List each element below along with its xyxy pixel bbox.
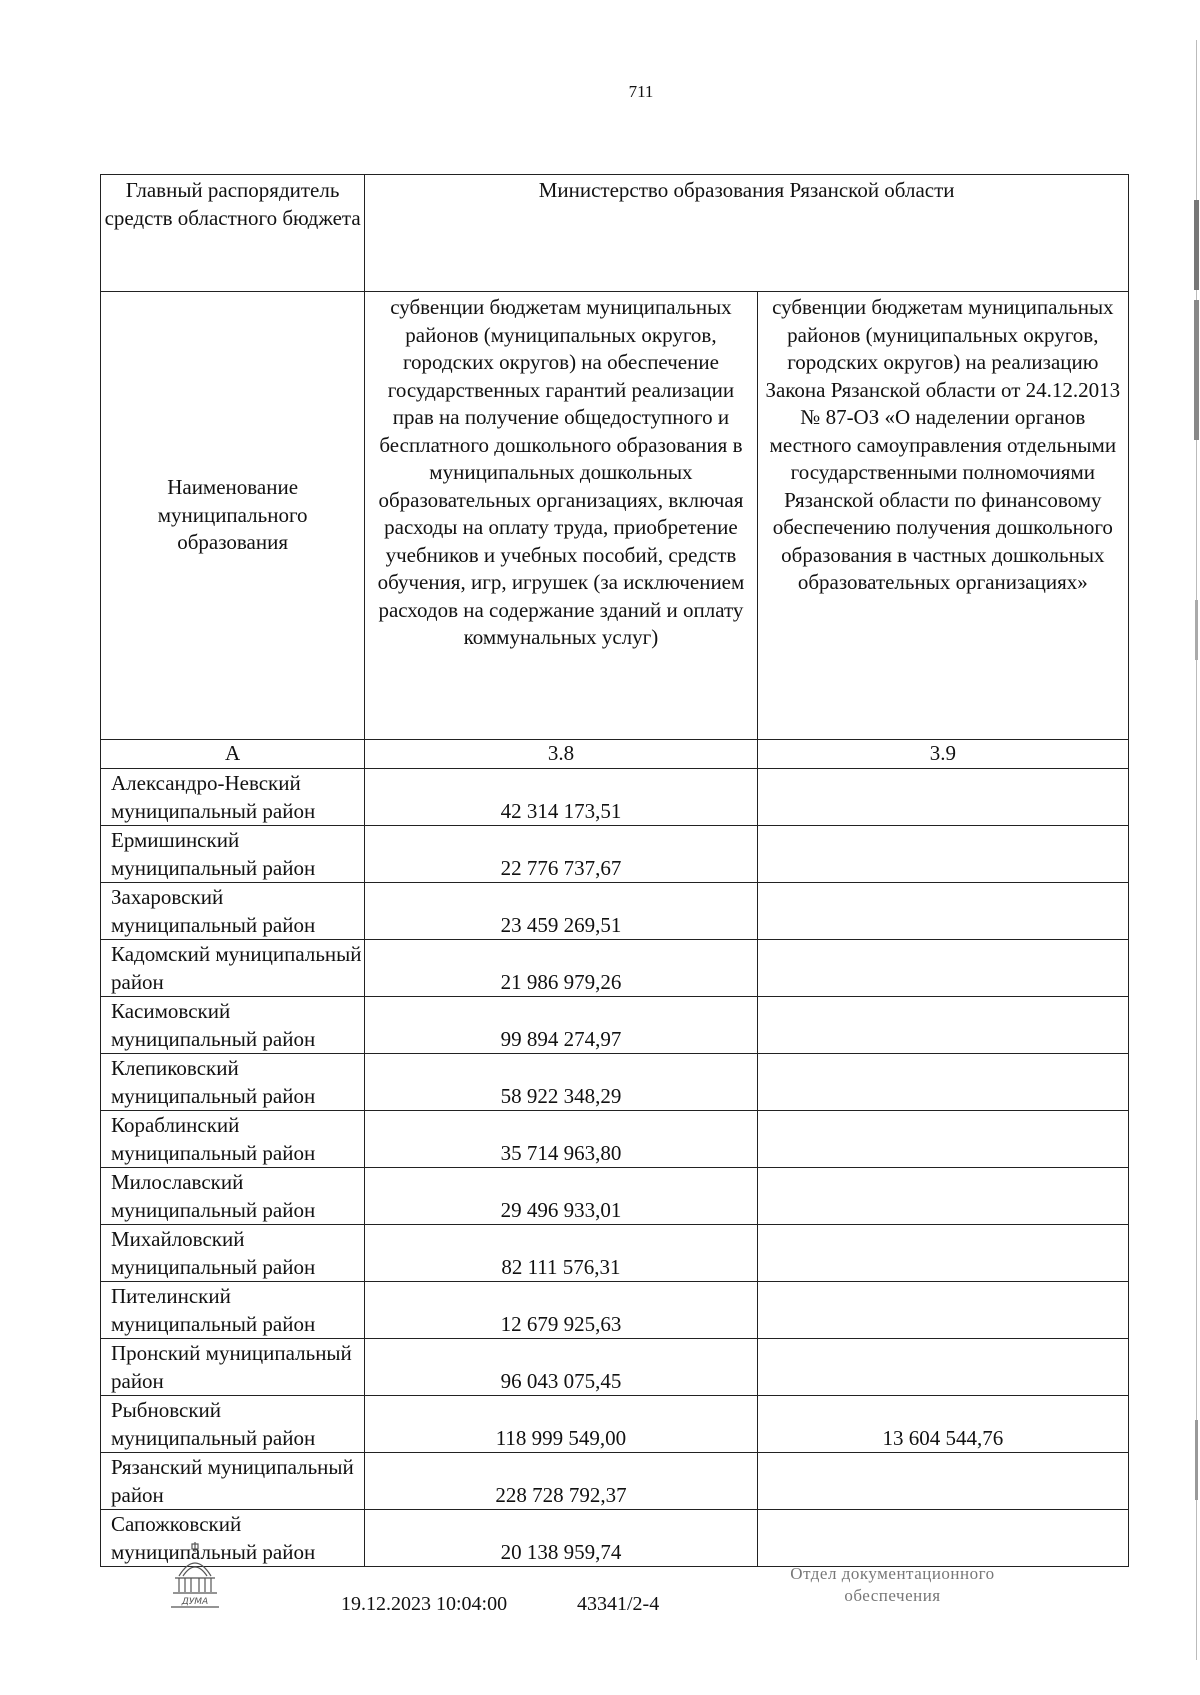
value-3-8: 96 043 075,45 — [365, 1338, 757, 1395]
col-3-8-description: субвенции бюджетам муниципальных районов (муниципальных округов, городских округов) на обеспечение государственных гарантий реализации прав на получение общедоступного и бесплатного дошкольного образования в муниципальных дошкольных образовательных организациях, включая расходы на оплату труда, приобретение учебников и учебных пособий, средств обучения, игр, игрушек (за исключением расходов на содержание зданий и оплату коммунальных услуг) — [365, 292, 757, 740]
value-3-8: 118 999 549,00 — [365, 1395, 757, 1452]
municipality-name: Александро-Невский муниципальный район — [101, 768, 365, 825]
table-row — [101, 1224, 1129, 1281]
budget-table — [100, 174, 1129, 1567]
svg-text:ДУМА: ДУМА — [181, 1597, 209, 1607]
value-3-9 — [757, 1167, 1128, 1224]
column-index-row — [101, 740, 1129, 769]
page-number: 711 — [628, 82, 654, 101]
table-row — [101, 1167, 1129, 1224]
municipality-name: Пронский муниципальный район — [101, 1338, 365, 1395]
value-3-9 — [757, 1281, 1128, 1338]
value-3-9 — [757, 1110, 1128, 1167]
municipality-name: Милославский муниципальный район — [101, 1167, 365, 1224]
value-3-8: 23 459 269,51 — [365, 882, 757, 939]
table-body — [101, 768, 1129, 1566]
municipality-name: Кадомский муниципальный район — [101, 939, 365, 996]
table-row — [101, 768, 1129, 825]
table-row — [101, 1452, 1129, 1509]
value-3-9 — [757, 825, 1128, 882]
department-stamp: Отдел документационного обеспечения — [790, 1564, 995, 1605]
value-3-8: 12 679 925,63 — [365, 1281, 757, 1338]
value-3-8: 29 496 933,01 — [365, 1167, 757, 1224]
footer — [0, 1540, 1200, 1660]
value-3-9 — [757, 996, 1128, 1053]
municipality-name: Захаровский муниципальный район — [101, 882, 365, 939]
registration-date: 19.12.2023 10:04:00 — [341, 1593, 508, 1615]
table-row — [101, 1281, 1129, 1338]
value-3-9 — [757, 1224, 1128, 1281]
value-3-8: 35 714 963,80 — [365, 1110, 757, 1167]
value-3-8: 20 138 959,74 — [365, 1509, 757, 1566]
municipality-name: Клепиковский муниципальный район — [101, 1053, 365, 1110]
table-row — [101, 825, 1129, 882]
ministry-name: Министерство образования Рязанской области — [365, 175, 1129, 292]
value-3-8: 99 894 274,97 — [365, 996, 757, 1053]
registration-number: 43341/2-4 — [577, 1593, 660, 1615]
table-row — [101, 1053, 1129, 1110]
table-row — [101, 1395, 1129, 1452]
value-3-9: 13 604 544,76 — [757, 1395, 1128, 1452]
municipality-label: Наименование муниципального образования — [101, 292, 365, 740]
value-3-8: 228 728 792,37 — [365, 1452, 757, 1509]
column-index-3-8: 3.8 — [365, 740, 757, 769]
scan-edge-marks — [1190, 40, 1200, 1660]
duma-logo — [165, 1540, 225, 1612]
value-3-9 — [757, 882, 1128, 939]
col-3-9-description: субвенции бюджетам муниципальных районов (муниципальных округов, городских округов) на реализацию Закона Рязанской области от 24.12.2013 № 87-ОЗ «О наделении органов местного самоуправления отдельными государственными полномочиями Рязанской области по финансовому обеспечению получения дошкольного образования в частных дошкольных образовательных организациях» — [757, 292, 1128, 740]
municipality-name: Кораблинский муниципальный район — [101, 1110, 365, 1167]
header-row-distributor — [101, 175, 1129, 292]
municipality-name: Рязанский муниципальный район — [101, 1452, 365, 1509]
table-row — [101, 882, 1129, 939]
value-3-8: 82 111 576,31 — [365, 1224, 757, 1281]
value-3-9 — [757, 1452, 1128, 1509]
value-3-8: 42 314 173,51 — [365, 768, 757, 825]
municipality-name: Пителинский муниципальный район — [101, 1281, 365, 1338]
value-3-9 — [757, 1053, 1128, 1110]
municipality-name: Ермишинский муниципальный район — [101, 825, 365, 882]
value-3-8: 22 776 737,67 — [365, 825, 757, 882]
table-row — [101, 1338, 1129, 1395]
table-row — [101, 939, 1129, 996]
value-3-9 — [757, 768, 1128, 825]
municipality-name: Сапожковский муниципальный район — [101, 1509, 365, 1566]
header-row-columns — [101, 292, 1129, 740]
municipality-name: Касимовский муниципальный район — [101, 996, 365, 1053]
table-row — [101, 1110, 1129, 1167]
value-3-8: 58 922 348,29 — [365, 1053, 757, 1110]
value-3-9 — [757, 1338, 1128, 1395]
column-index-a: А — [101, 740, 365, 769]
table-row — [101, 996, 1129, 1053]
distributor-label: Главный распорядитель средств областного бюджета — [101, 175, 365, 292]
municipality-name: Михайловский муниципальный район — [101, 1224, 365, 1281]
municipality-name: Рыбновский муниципальный район — [101, 1395, 365, 1452]
value-3-9 — [757, 939, 1128, 996]
value-3-8: 21 986 979,26 — [365, 939, 757, 996]
column-index-3-9: 3.9 — [757, 740, 1128, 769]
